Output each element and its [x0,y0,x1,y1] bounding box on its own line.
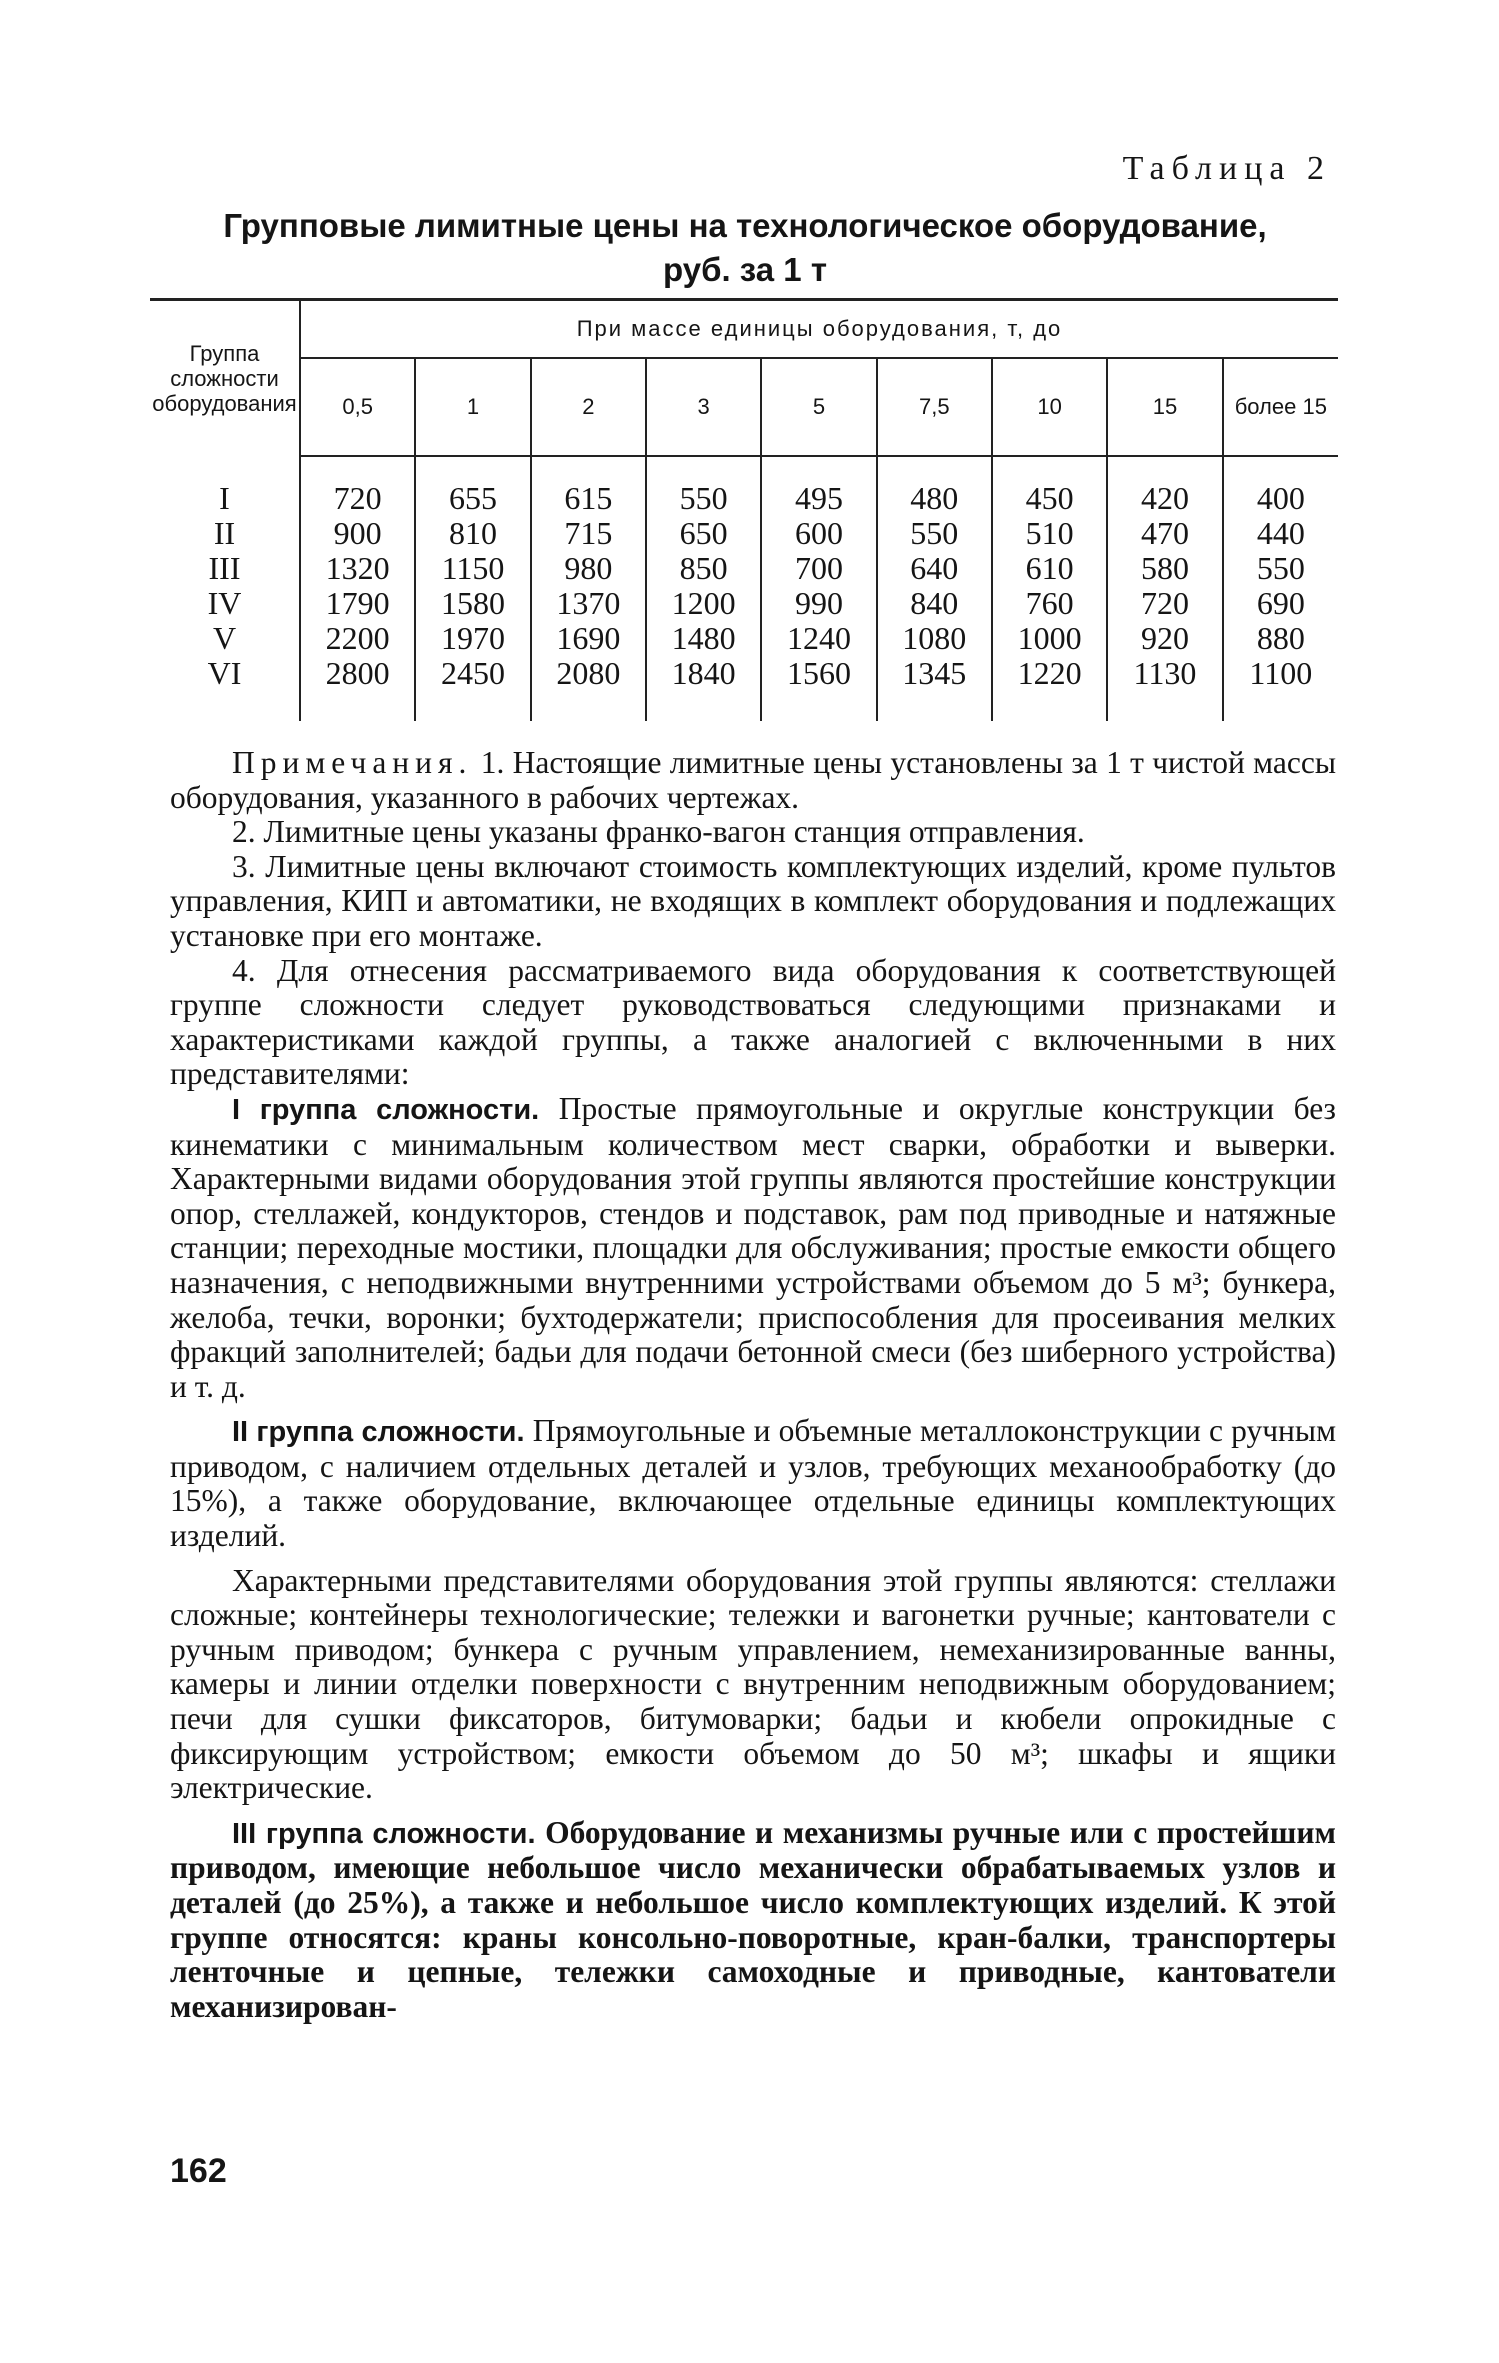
price-cell: 1560 [761,656,876,721]
table-row [150,551,1338,586]
group-cell: V [150,621,300,656]
price-cell: 850 [646,551,761,586]
table-title-line-2: руб. за 1 т [663,251,827,288]
mass-column-header: При массе единицы оборудования, т, до [300,300,1338,359]
price-cell: 1220 [992,656,1107,721]
group-cell: VI [150,656,300,721]
price-cell: 1345 [877,656,992,721]
group-1-title: I группа сложности. [232,1093,540,1126]
price-cell: 640 [877,551,992,586]
group-3-paragraph [170,1816,1336,2025]
mass-column-7: 10 [992,358,1107,456]
price-cell: 550 [877,516,992,551]
price-cell: 580 [1107,551,1222,586]
group-2-text: Прямоугольные и объемные металлоконструкции с ручным приводом, с наличием отдельных деталей и узлов, требующих механообработку (до 15%), а также оборудование, включающее отдельные единицы комплектующих изделий. [170,1413,1336,1554]
price-cell: 920 [1107,621,1222,656]
note-2: 2. Лимитные цены указаны франко-вагон станция отправления. [232,814,1085,850]
price-cell: 1000 [992,621,1107,656]
notes-label: Примечания. [232,745,473,780]
price-cell: 1840 [646,656,761,721]
group-cell: III [150,551,300,586]
group-cell: IV [150,586,300,621]
price-cell: 1970 [415,621,530,656]
mass-column-6: 7,5 [877,358,992,456]
price-cell: 1580 [415,586,530,621]
mass-column-9: более 15 [1223,358,1338,456]
price-cell: 610 [992,551,1107,586]
price-cell: 650 [646,516,761,551]
mass-header-row [150,358,1338,456]
price-cell: 655 [415,456,530,516]
group-1-paragraph [170,1092,1336,1404]
price-cell: 510 [992,516,1107,551]
price-cell: 420 [1107,456,1222,516]
price-cell: 1370 [531,586,646,621]
note-4: 4. Для отнесения рассматриваемого вида оборудования к соответствующей группе сложности следует руководствоваться следующими признаками и характеристиками каждой группы, а также аналогией с включенными в них представителями: [170,952,1336,1092]
mass-column-8: 15 [1107,358,1222,456]
price-cell: 700 [761,551,876,586]
price-cell: 840 [877,586,992,621]
group-column-header: Группа сложности оборудования [150,300,300,457]
group-2-paragraph [170,1414,1336,1553]
table-row [150,586,1338,621]
table-row [150,456,1338,516]
group-2-title: II группа сложности. [232,1416,525,1449]
table-row [150,621,1338,656]
price-cell: 1150 [415,551,530,586]
table-title [150,204,1340,292]
table-label: Таблица 2 [1122,150,1331,187]
price-cell: 2200 [300,621,415,656]
price-cell: 2450 [415,656,530,721]
price-cell: 720 [300,456,415,516]
price-cell: 1690 [531,621,646,656]
price-cell: 2080 [531,656,646,721]
price-cell: 1480 [646,621,761,656]
price-cell: 690 [1256,585,1305,621]
table-row [150,516,1338,551]
price-cell: 2800 [300,656,415,721]
mass-column-3: 2 [531,358,646,456]
price-cell: 400 [1256,480,1305,516]
table-title-line-1: Групповые лимитные цены на технологическое оборудование, [223,207,1267,244]
group-2-representatives: Характерными представителями оборудования этой группы являются: стеллажи сложные; контейнеры технологические; тележки и вагонетки ручные; кантователи с ручным приводом; бункера с ручным управлением, немеханизированные ванны, камеры и линии отделки поверхности с внутренним неподвижным оборудованием; печи для сушки фиксаторов, битумоварки; бадьи и кюбели опрокидные с фиксирующим устройством; емкости объемом до 50 м³; шкафы и ящики электрические. [170,1562,1336,1806]
note-1-text: 1. Настоящие лимитные цены установлены за 1 т чистой массы оборудования, указанного в рабочих чертежах. [170,745,1336,815]
price-cell: 600 [761,516,876,551]
price-cell: 1320 [300,551,415,586]
page-number: 162 [170,2152,227,2190]
price-cell: 1080 [877,621,992,656]
note-1 [170,746,1336,815]
mass-column-4: 3 [646,358,761,456]
notes-section [170,746,1336,2024]
price-cell: 495 [761,456,876,516]
price-cell: 880 [1256,620,1305,656]
price-cell: 900 [300,516,415,551]
price-cell: 810 [415,516,530,551]
table-row [150,656,1338,721]
price-cell: 615 [531,456,646,516]
group-cell: I [150,456,300,516]
group-1-text: Простые прямоугольные и округлые конструкции без кинематики с минимальным количеством мест сварки, обработки и выверки. Характерными видами оборудования этой группы являются простейшие конструкции опор, стеллажей, кондукторов, стендов и подставок, рам под приводные и натяжные станции; переходные мостики, площадки для обслуживания; простые емкости общего назначения, с неподвижными внутренними устройствами объемом до 5 м³; бункера, желоба, течки, воронки; бухтодержатели; приспособления для просеивания мелких фракций заполнителей; бадьи для подачи бетонной смеси (без шиберного устройства) и т. д. [170,1090,1337,1404]
price-cell: 480 [877,456,992,516]
price-cell: 1130 [1107,656,1222,721]
mass-column-1: 0,5 [300,358,415,456]
price-cell: 1790 [300,586,415,621]
price-cell: 1240 [761,621,876,656]
group-3-text: Оборудование и механизмы ручные или с простейшим приводом, имеющие небольшое число механически обрабатываемых узлов и деталей (до 25%), а также и небольшое число комплектующих изделий. К этой группе относятся: краны консольно-поворотные, кран-балки, транспортеры ленточные и цепные, тележки самоходные и приводные, кантователи механизирован- [170,1814,1336,2024]
group-3-title: III группа сложности. [232,1817,536,1850]
price-cell: 450 [992,456,1107,516]
group-cell: II [150,516,300,551]
table-body [150,456,1338,721]
price-cell: 470 [1107,516,1222,551]
price-cell: 550 [1256,550,1305,586]
price-cell: 440 [1256,515,1305,551]
price-cell: 980 [531,551,646,586]
price-cell: 720 [1107,586,1222,621]
price-cell: 550 [646,456,761,516]
note-3: 3. Лимитные цены включают стоимость комплектующих изделий, кроме пультов управления, КИП и автоматики, не входящих в комплект оборудования и подлежащих установке при его монтаже. [170,848,1336,953]
price-cell: 715 [531,516,646,551]
mass-column-5: 5 [761,358,876,456]
price-cell: 1200 [646,586,761,621]
price-cell: 760 [992,586,1107,621]
price-table [150,298,1338,721]
price-cell: 990 [761,586,876,621]
mass-column-2: 1 [415,358,530,456]
price-cell: 1100 [1249,655,1313,691]
